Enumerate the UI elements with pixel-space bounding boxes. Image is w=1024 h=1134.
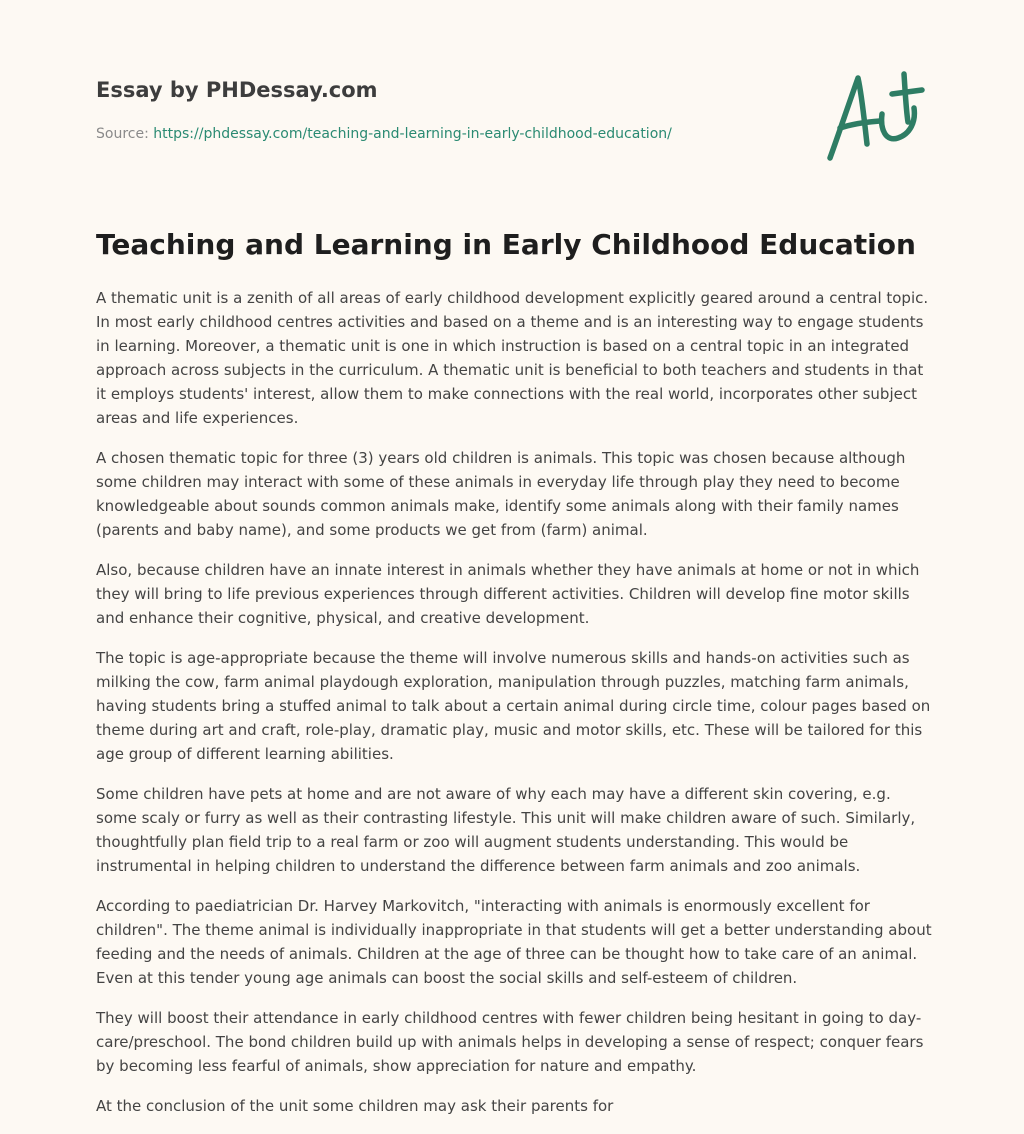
essay-paragraph: They will boost their attendance in early childhood centres with fewer children being hesitant in going to day-care/preschool. The bond children build up with animals helps in developing a sense of respect; conquer fears by becoming less fearful of animals, show appreciation for nature and empathy.	[96, 1009, 924, 1075]
source-link[interactable]: https://phdessay.com/teaching-and-learning-in-early-childhood-education/	[153, 126, 672, 142]
essay-body	[96, 286, 932, 1134]
essay-paragraph: According to paediatrician Dr. Harvey Markovitch, "interacting with animals is enormously excellent for children". The theme animal is individually inappropriate in that students will get a better understanding about feeding and the needs of animals. Children at the age of three can be thought how to take care of an animal. Even at this tender young age animals can boost the social skills and self-esteem of children.	[96, 897, 932, 987]
site-brand: Essay by PHDessay.com	[96, 78, 378, 102]
essay-paragraph: A chosen thematic topic for three (3) years old children is animals. This topic was chosen because although some children may interact with some of these animals in everyday life through play they need to become knowledgeable about sounds common animals make, identify some animals along with their family names (parents and baby name), and some products we get from (farm) animal.	[96, 449, 906, 539]
essay-paragraph: A thematic unit is a zenith of all areas of early childhood development explicitly geared around a central topic. In most early childhood centres activities and based on a theme and is an interesting way to engage students in learning. Moreover, a thematic unit is one in which instruction is based on a central topic in an integrated approach across subjects in the curriculum. A thematic unit is beneficial to both teachers and students in that it employs students' interest, allow them to make connections with the real world, incorporates other subject areas and life experiences.	[96, 289, 929, 427]
essay-paragraph: The topic is age-appropriate because the theme will involve numerous skills and hands-on activities such as milking the cow, farm animal playdough exploration, manipulation through puzzles, matching farm animals, having students bring a stuffed animal to talk about a certain animal during circle time, colour pages based on theme during art and craft, role-play, dramatic play, music and motor skills, etc. These will be tailored for this age group of different learning abilities.	[96, 649, 931, 763]
source-line	[96, 124, 796, 144]
essay-title: Teaching and Learning in Early Childhood Education	[96, 228, 916, 261]
essay-paragraph: At the conclusion of the unit some children may ask their parents for	[96, 1097, 614, 1115]
source-label: Source:	[96, 126, 154, 142]
a-plus-grade-icon	[822, 66, 930, 166]
essay-paragraph: Also, because children have an innate interest in animals whether they have animals at home or not in which they will bring to life previous experiences through different activities. Children will develop fine motor skills and enhance their cognitive, physical, and creative development.	[96, 561, 920, 627]
essay-header	[96, 76, 796, 144]
essay-paragraph: Some children have pets at home and are not aware of why each may have a different skin covering, e.g. some scaly or furry as well as their contrasting lifestyle. This unit will make children aware of such. Similarly, thoughtfully plan field trip to a real farm or zoo will augment students understanding. This would be instrumental in helping children to understand the difference between farm animals and zoo animals.	[96, 785, 916, 875]
